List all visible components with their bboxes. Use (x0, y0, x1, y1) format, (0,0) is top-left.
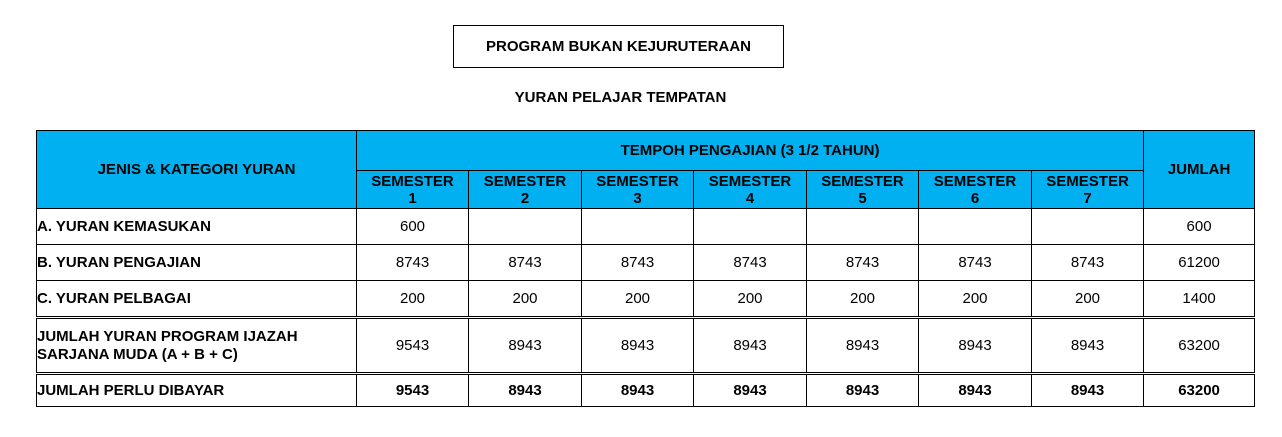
row-total: 61200 (1144, 245, 1255, 281)
fee-cell: 8943 (469, 374, 582, 407)
fee-cell (919, 209, 1032, 245)
semester-word: SEMESTER (483, 172, 567, 190)
semester-number: 2 (520, 189, 530, 207)
fee-cell: 8943 (919, 374, 1032, 407)
row-total: 1400 (1144, 281, 1255, 318)
semester-header (919, 171, 1032, 209)
fee-cell (807, 209, 919, 245)
semester-number: 5 (858, 189, 867, 207)
semester-number: 4 (745, 189, 755, 207)
row-label-line: SARJANA MUDA (A + B + C) (37, 345, 238, 363)
fee-cell: 9543 (357, 318, 469, 374)
fee-cell: 8943 (807, 318, 919, 374)
fee-cell: 8943 (1032, 374, 1144, 407)
fee-cell: 200 (1032, 281, 1144, 318)
program-title-box (453, 25, 784, 68)
row-total: 600 (1144, 209, 1255, 245)
semester-word: SEMESTER (708, 172, 792, 190)
semester-word: SEMESTER (596, 172, 679, 190)
fee-cell: 8743 (919, 245, 1032, 281)
fee-cell: 600 (357, 209, 469, 245)
row-label (37, 318, 357, 374)
table-row (37, 281, 1255, 318)
fee-cell (469, 209, 582, 245)
fee-cell: 8743 (807, 245, 919, 281)
row-label: C. YURAN PELBAGAI (37, 281, 357, 318)
semester-number: 7 (1083, 189, 1092, 207)
table-row (37, 318, 1255, 374)
fee-cell: 200 (919, 281, 1032, 318)
semester-word: SEMESTER (821, 172, 904, 190)
fee-table (36, 130, 1255, 407)
semester-word: SEMESTER (371, 172, 454, 190)
semester-header (807, 171, 919, 209)
fee-cell: 8943 (807, 374, 919, 407)
table-row (37, 209, 1255, 245)
semester-word: SEMESTER (1046, 172, 1129, 190)
header-row-top (37, 131, 1255, 171)
fee-cell: 8943 (582, 374, 694, 407)
fee-cell (1032, 209, 1144, 245)
fee-cell: 8943 (582, 318, 694, 374)
semester-number: 3 (633, 189, 642, 207)
program-title: PROGRAM BUKAN KEJURUTERAAN (485, 38, 751, 55)
semester-header (582, 171, 694, 209)
semester-header (469, 171, 582, 209)
row-label: A. YURAN KEMASUKAN (37, 209, 357, 245)
fee-cell: 200 (357, 281, 469, 318)
fee-cell: 8743 (694, 245, 807, 281)
row-label: JUMLAH PERLU DIBAYAR (37, 374, 357, 407)
semester-number: 6 (970, 189, 980, 207)
fee-cell: 8943 (919, 318, 1032, 374)
semester-header (1032, 171, 1144, 209)
fee-cell: 200 (582, 281, 694, 318)
row-label: B. YURAN PENGAJIAN (37, 245, 357, 281)
fee-cell (694, 209, 807, 245)
table-row (37, 374, 1255, 407)
fee-cell: 8743 (357, 245, 469, 281)
fee-cell (582, 209, 694, 245)
fee-cell: 8943 (694, 374, 807, 407)
fee-cell: 200 (469, 281, 582, 318)
row-total: 63200 (1144, 318, 1255, 374)
fee-subtitle: YURAN PELAJAR TEMPATAN (514, 89, 727, 106)
fee-cell: 8943 (694, 318, 807, 374)
semester-number: 1 (408, 189, 417, 207)
row-total: 63200 (1144, 374, 1255, 407)
fee-cell: 9543 (357, 374, 469, 407)
fee-cell: 8743 (469, 245, 582, 281)
semester-word: SEMESTER (933, 172, 1017, 190)
fee-cell: 8743 (582, 245, 694, 281)
fee-cell: 8943 (1032, 318, 1144, 374)
category-header: JENIS & KATEGORI YURAN (37, 131, 357, 209)
table-row (37, 245, 1255, 281)
fee-cell: 8743 (1032, 245, 1144, 281)
fee-cell: 8943 (469, 318, 582, 374)
semester-header (694, 171, 807, 209)
row-label-line: JUMLAH YURAN PROGRAM IJAZAH (37, 327, 298, 345)
total-header: JUMLAH (1144, 131, 1255, 209)
semester-header (357, 171, 469, 209)
fee-cell: 200 (807, 281, 919, 318)
period-header: TEMPOH PENGAJIAN (3 1/2 TAHUN) (357, 131, 1144, 171)
fee-cell: 200 (694, 281, 807, 318)
